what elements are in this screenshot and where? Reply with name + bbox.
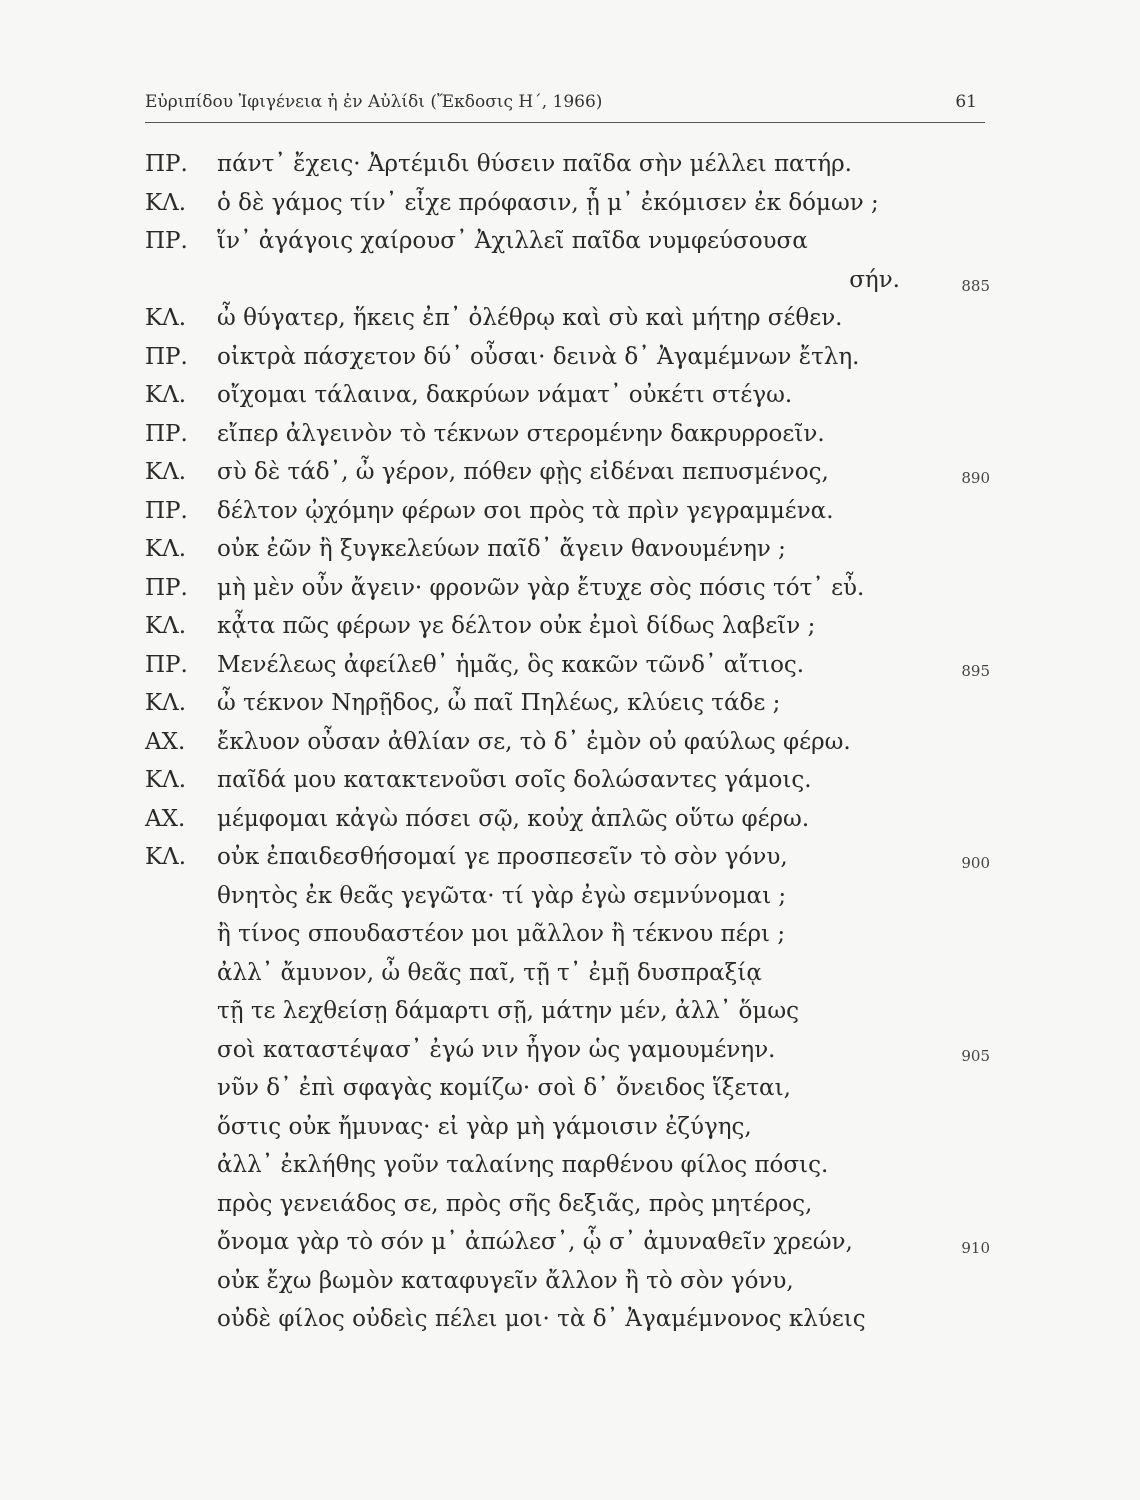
verse-line: [145, 646, 990, 685]
speaker-label: ΚΛ.: [145, 690, 187, 716]
speaker-label: ΠΡ.: [145, 420, 188, 447]
verse-text: σοὶ καταστέψασ᾽ ἐγώ νιν ἦγον ὡς γαμουμένην.: [217, 1036, 776, 1063]
verse-text: ἵν᾽ ἀγάγοις χαίρουσ᾽ Ἀχιλλεῖ παῖδα νυμφεύσουσα: [217, 228, 808, 254]
verse-text: οὐδὲ φίλος οὐδεὶς πέλει μοι· τὰ δ᾽ Ἀγαμέμνονος κλύεις: [217, 1306, 866, 1332]
running-head: [145, 88, 985, 118]
verse-block: [145, 145, 990, 1339]
verse-text: πρὸς γενειάδος σε, πρὸς σῆς δεξιᾶς, πρὸς μητέρος,: [217, 1190, 813, 1217]
verse-line: [145, 222, 990, 261]
speaker-label: ΚΛ.: [145, 382, 187, 408]
verse-line: [145, 376, 990, 415]
verse-line: [145, 299, 990, 338]
verse-line: [145, 184, 990, 223]
verse-text: μὴ μὲν οὖν ἄγειν· φρονῶν γὰρ ἔτυχε σὸς πόσις τότ᾽ εὖ.: [217, 574, 865, 601]
verse-text: ὄνομα γὰρ τὸ σόν μ᾽ ἀπώλεσ᾽, ᾧ σ᾽ ἀμυναθεῖν χρεών,: [217, 1229, 853, 1255]
verse-line: [145, 145, 990, 184]
verse-text: εἴπερ ἀλγεινὸν τὸ τέκνων στερομένην δακρυρροεῖν.: [217, 420, 825, 447]
verse-line: [145, 1185, 990, 1224]
verse-line: [145, 1108, 990, 1147]
speaker-label: ΑΧ.: [145, 805, 186, 832]
verse-text: σήν.: [849, 266, 900, 293]
line-number: 900: [961, 854, 990, 872]
verse-line: [145, 415, 990, 454]
verse-text: θνητὸς ἐκ θεᾶς γεγῶτα· τί γὰρ ἐγὼ σεμνύνομαι ;: [217, 882, 787, 909]
verse-text: οἴχομαι τάλαινα, δακρύων νάματ᾽ οὐκέτι στέγω.: [217, 382, 793, 408]
verse-line: [145, 838, 990, 877]
line-number: 895: [961, 661, 990, 680]
verse-text: ὦ θύγατερ, ἥκεις ἐπ᾽ ὀλέθρῳ καὶ σὺ καὶ μήτηρ σέθεν.: [217, 305, 843, 331]
verse-line: [145, 800, 990, 839]
verse-line: [145, 915, 990, 954]
verse-line: [145, 992, 990, 1031]
verse-text: ἀλλ᾽ ἐκλήθης γοῦν ταλαίνης παρθένου φίλος πόσις.: [217, 1152, 829, 1178]
speaker-label: ΠΡ.: [145, 151, 188, 177]
verse-line: [145, 530, 990, 569]
verse-line: [145, 877, 990, 916]
verse-line: [145, 607, 990, 646]
verse-text: ἢ τίνος σπουδαστέον μοι μᾶλλον ἢ τέκνου πέρι ;: [217, 921, 786, 947]
speaker-label: ΠΡ.: [145, 497, 188, 524]
verse-text: σὺ δὲ τάδ᾽, ὦ γέρον, πόθεν φῂς εἰδέναι πεπυσμένος,: [217, 459, 829, 485]
line-number: 910: [961, 1239, 990, 1257]
speaker-label: ΠΡ.: [145, 343, 188, 370]
speaker-label: ΚΛ.: [145, 844, 187, 870]
header-rule: [145, 122, 985, 123]
verse-line: [145, 492, 990, 531]
speaker-label: ΚΛ.: [145, 305, 187, 331]
speaker-label: ΚΛ.: [145, 189, 187, 216]
verse-line: [145, 1146, 990, 1185]
running-head-title: Εὐριπίδου Ἰφιγένεια ἡ ἐν Αὐλίδι (Ἔκδοσις Η´, 1966): [145, 92, 603, 112]
line-number: 890: [961, 469, 990, 487]
verse-line: [145, 1223, 990, 1262]
verse-text: οὐκ ἔχω βωμὸν καταφυγεῖν ἄλλον ἢ τὸ σὸν γόνυ,: [217, 1267, 794, 1294]
verse-line: [145, 1031, 990, 1070]
verse-text: Μενέλεως ἀφείλεθ᾽ ἡμᾶς, ὃς κακῶν τῶνδ᾽ αἴτιος.: [217, 651, 805, 678]
verse-line: [145, 1262, 990, 1301]
verse-text: δέλτον ᾠχόμην φέρων σοι πρὸς τὰ πρὶν γεγραμμένα.: [217, 497, 834, 524]
verse-text: οἰκτρὰ πάσχετον δύ᾽ οὖσαι· δεινὰ δ᾽ Ἀγαμέμνων ἔτλη.: [217, 343, 860, 370]
speaker-label: ΚΛ.: [145, 613, 187, 639]
speaker-label: ΠΡ.: [145, 228, 188, 254]
verse-line: [145, 954, 990, 993]
verse-text: οὐκ ἐῶν ἢ ξυγκελεύων παῖδ᾽ ἄγειν θανουμένην ;: [217, 536, 786, 562]
speaker-label: ΚΛ.: [145, 767, 187, 793]
verse-text: οὐκ ἐπαιδεσθήσομαί γε προσπεσεῖν τὸ σὸν γόνυ,: [217, 844, 788, 870]
verse-text: πάντ᾽ ἔχεις· Ἀρτέμιδι θύσειν παῖδα σὴν μέλλει πατήρ.: [217, 151, 852, 177]
page-number: 61: [955, 92, 977, 112]
verse-line: [145, 453, 990, 492]
verse-text: ὅστις οὐκ ἤμυνας· εἰ γὰρ μὴ γάμοισιν ἐζύγης,: [217, 1113, 752, 1140]
verse-line: [145, 761, 990, 800]
verse-line: [145, 338, 990, 377]
verse-line: [145, 684, 990, 723]
speaker-label: ΑΧ.: [145, 728, 186, 755]
verse-line: [145, 1069, 990, 1108]
line-number: 905: [961, 1046, 990, 1065]
verse-line: [145, 1300, 990, 1339]
verse-text: ἀλλ᾽ ἄμυνον, ὦ θεᾶς παῖ, τῇ τ᾽ ἐμῇ δυσπραξίᾳ: [217, 959, 762, 986]
verse-line: [145, 261, 990, 300]
verse-text: παῖδά μου κατακτενοῦσι σοῖς δολώσαντες γάμοις.: [217, 767, 812, 793]
speaker-label: ΚΛ.: [145, 459, 187, 485]
verse-text: ἔκλυον οὖσαν ἀθλίαν σε, τὸ δ᾽ ἐμὸν οὐ φαύλως φέρω.: [217, 728, 851, 755]
verse-text: ὁ δὲ γάμος τίν᾽ εἶχε πρόφασιν, ᾗ μ᾽ ἐκόμισεν ἐκ δόμων ;: [217, 189, 879, 216]
speaker-label: ΠΡ.: [145, 651, 188, 678]
verse-text: κᾆτα πῶς φέρων γε δέλτον οὐκ ἐμοὶ δίδως λαβεῖν ;: [217, 613, 816, 639]
verse-line: [145, 569, 990, 608]
verse-text: τῇ τε λεχθείσῃ δάμαρτι σῇ, μάτην μέν, ἀλλ᾽ ὅμως: [217, 998, 799, 1024]
speaker-label: ΠΡ.: [145, 574, 188, 601]
verse-line: [145, 723, 990, 762]
speaker-label: ΚΛ.: [145, 536, 187, 562]
line-number: 885: [961, 276, 990, 295]
verse-text: νῦν δ᾽ ἐπὶ σφαγὰς κομίζω· σοὶ δ᾽ ὄνειδος ἵξεται,: [217, 1075, 791, 1101]
verse-text: ὦ τέκνον Νηρῇδος, ὦ παῖ Πηλέως, κλύεις τάδε ;: [217, 690, 781, 716]
verse-text: μέμφομαι κἀγὼ πόσει σῷ, κοὐχ ἁπλῶς οὕτω φέρω.: [217, 805, 810, 832]
